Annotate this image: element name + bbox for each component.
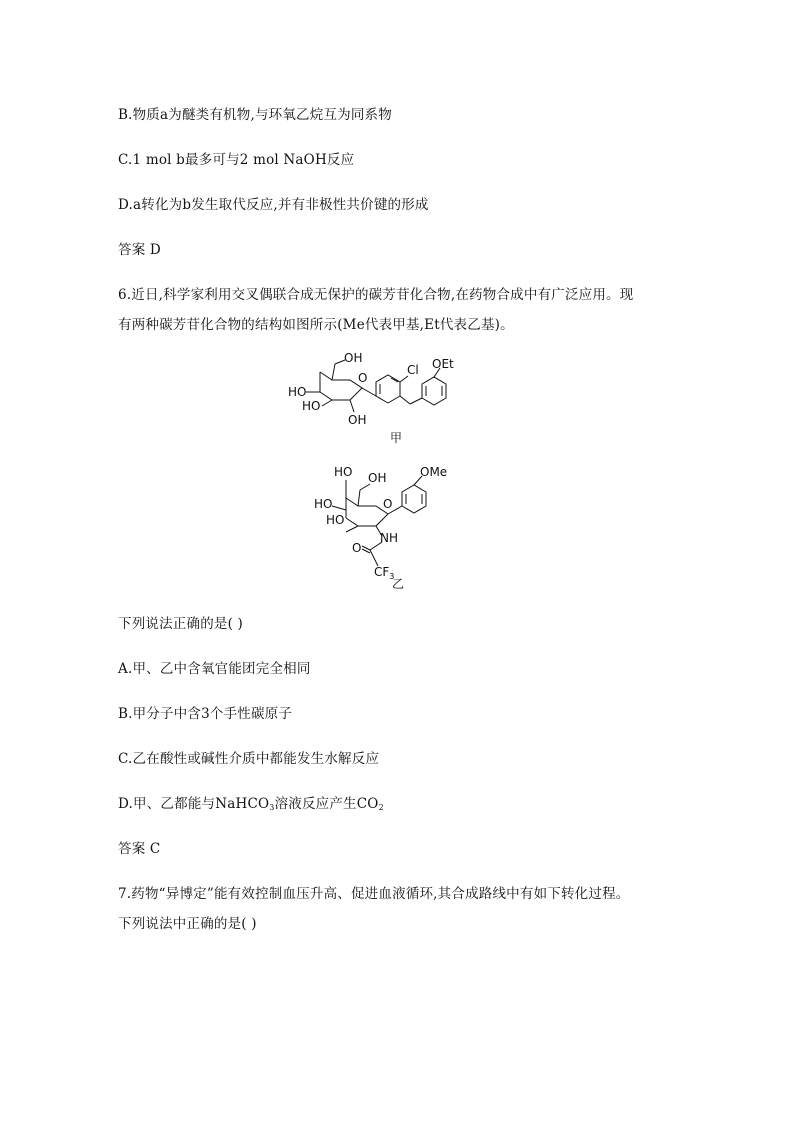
mol-yi-o-carbonyl: O	[352, 541, 362, 555]
mol-jia-oh-bottom: OH	[348, 413, 367, 427]
mol-yi-caption: 乙	[392, 577, 405, 591]
mol-yi-o-ring: O	[383, 497, 393, 511]
molecule-jia-structure	[280, 350, 540, 450]
q6-question: 下列说法正确的是( )	[118, 616, 244, 632]
mol-yi-ho-left: HO	[314, 497, 333, 511]
molecule-yi-structure	[310, 462, 510, 592]
q6-option-a: A.甲、乙中含氧官能团完全相同	[118, 661, 311, 677]
mol-yi-oh-top: OH	[368, 471, 387, 485]
q6-option-c: C.乙在酸性或碱性介质中都能发生水解反应	[118, 751, 380, 767]
mol-yi-ho-top: HO	[334, 465, 353, 479]
q6-stem-line1: 6.近日,科学家利用交叉偶联合成无保护的碳芳苷化合物,在药物合成中有广泛应用。现	[118, 287, 634, 303]
mol-yi-cf3: $CF_3$	[374, 565, 395, 581]
mol-jia-caption: 甲	[390, 431, 403, 445]
q7-stem-line1: 7.药物“异博定”能有效控制血压升高、促进血液循环,其合成路线中有如下转化过程。	[118, 886, 630, 902]
q5-option-c: C.1 mol b最多可与2 mol NaOH反应	[118, 152, 355, 168]
mol-jia-ho-lower: HO	[302, 399, 321, 413]
q5-option-b: B.物质a为醚类有机物,与环氧乙烷互为同系物	[118, 107, 392, 123]
q5-answer: 答案 D	[118, 242, 161, 258]
mol-yi-nh: NH	[380, 531, 398, 545]
mol-jia-o-ring: O	[358, 371, 368, 385]
q6-option-b: B.甲分子中含3个手性碳原子	[118, 706, 293, 722]
mol-jia-oet: OEt	[432, 357, 454, 371]
mol-jia-oh-top: OH	[344, 351, 363, 365]
q6-option-d: D.甲、乙都能与NaHCO$_3$溶液反应产生$CO_2$	[118, 796, 384, 812]
mol-yi-ome: OMe	[420, 465, 448, 479]
q6-stem-line2: 有两种碳芳苷化合物的结构如图所示(Me代表甲基,Et代表乙基)。	[118, 317, 514, 333]
q6-answer: 答案 C	[118, 841, 161, 857]
mol-yi-ho-lower: HO	[326, 513, 345, 527]
q7-question: 下列说法中正确的是( )	[118, 916, 257, 932]
mol-jia-ho-left: HO	[288, 385, 307, 399]
mol-jia-cl: Cl	[407, 363, 419, 377]
q5-option-d: D.a转化为b发生取代反应,并有非极性共价键的形成	[118, 197, 429, 213]
